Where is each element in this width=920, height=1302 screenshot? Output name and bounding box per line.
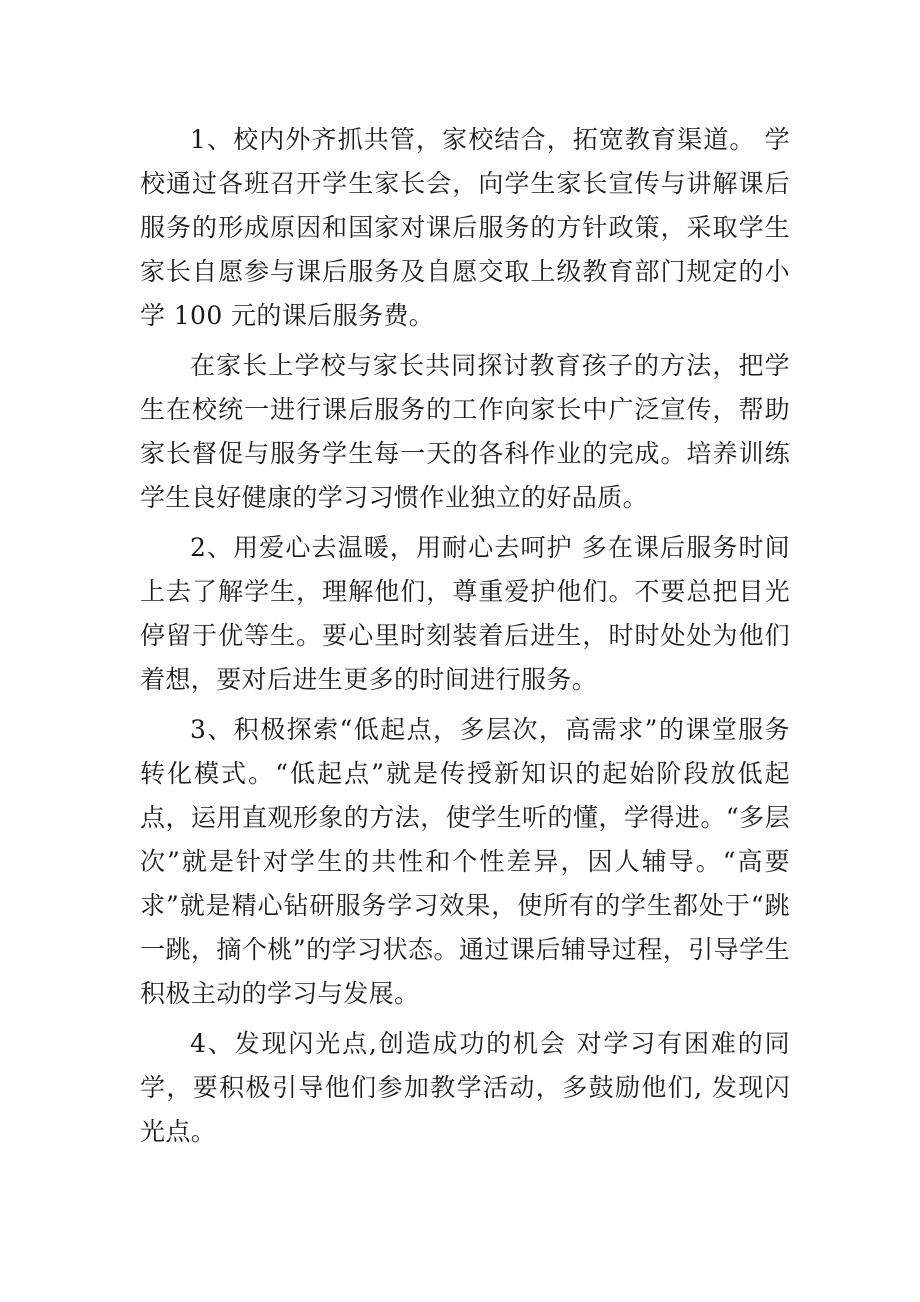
paragraph-1: 1、校内外齐抓共管，家校结合，拓宽教育渠道。 学校通过各班召开学生家长会，向学生家长宣传与讲解课后服务的形成原因和国家对课后服务的方针政策，采取学生家长自愿参与课后服务及自愿交取上级教育部门规定的小学 100 元的课后服务费。 [140,125,790,330]
paragraph-4: 3、积极探索“低起点，多层次，高需求”的课堂服务转化模式。“低起点”就是传授新知识的起始阶段放低起点，运用直观形象的方法，使学生听的懂，学得进。“多层次”就是针对学生的共性和个性差异，因人辅导。“高要求”就是精心钻研服务学习效果，使所有的学生都处于“跳一跳，摘个桃”的学习状态。通过课后辅导过程，引导学生积极主动的学习与发展。 [140,715,790,1008]
paragraph-5: 4、发现闪光点,创造成功的机会 对学习有困难的同学，要积极引导他们参加教学活动，多鼓励他们, 发现闪光点。 [140,1029,790,1146]
paragraph-3: 2、用爱心去温暖，用耐心去呵护 多在课后服务时间上去了解学生，理解他们，尊重爱护他们。不要总把目光停留于优等生。要心里时刻装着后进生，时时处处为他们着想，要对后进生更多的时间进行服务。 [140,533,790,694]
document-body [140,118,790,1154]
paragraph-2: 在家长上学校与家长共同探讨教育孩子的方法，把学生在校统一进行课后服务的工作向家长中广泛宣传，帮助家长督促与服务学生每一天的各科作业的完成。培养训练学生良好健康的学习习惯作业独立的好品质。 [140,351,790,512]
